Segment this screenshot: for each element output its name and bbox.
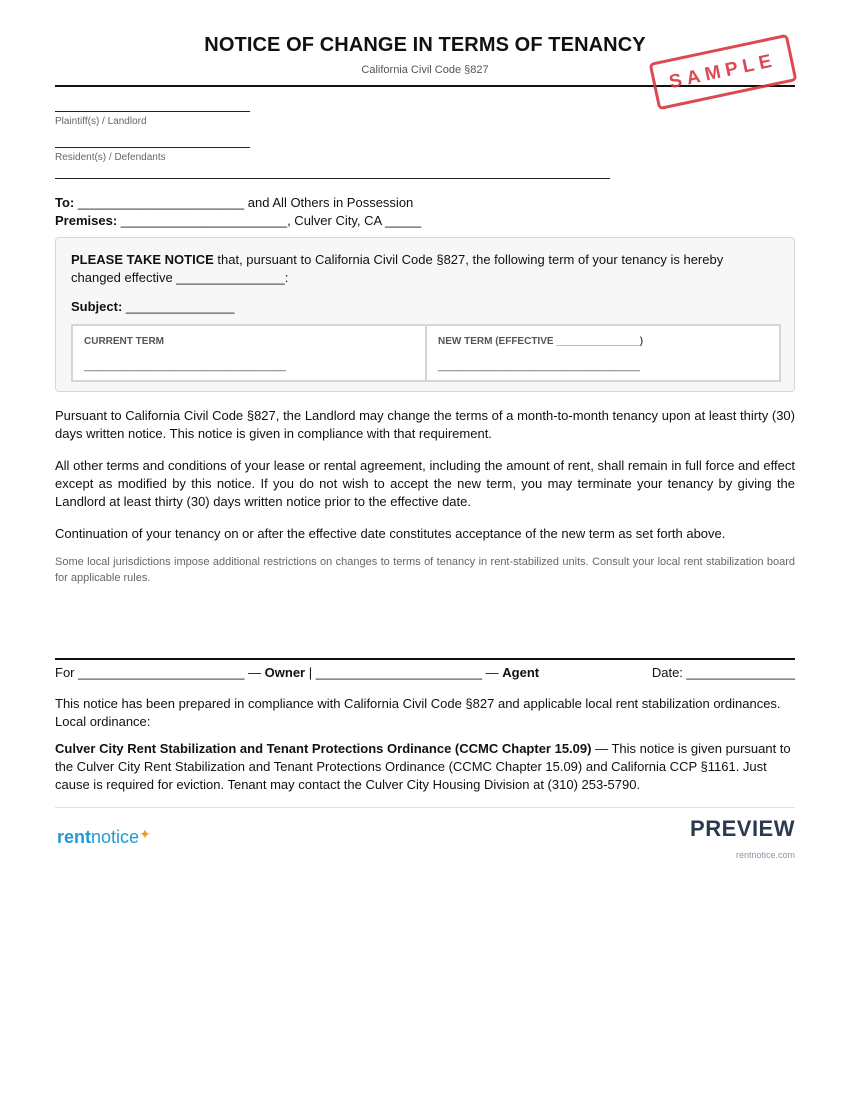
signature-line xyxy=(55,665,795,680)
to-suffix: and All Others in Possession xyxy=(247,195,414,210)
logo-rent: rent xyxy=(57,827,92,847)
for-label: For xyxy=(55,665,75,680)
to-line xyxy=(55,195,413,210)
current-term-cell xyxy=(73,326,425,380)
new-term-cell xyxy=(425,326,779,380)
resident-signature-line xyxy=(55,147,250,148)
plaintiff-signature-line xyxy=(55,111,250,112)
owner-dash: — xyxy=(244,665,265,680)
rentnotice-logo xyxy=(57,827,151,848)
new-term-label: NEW TERM (EFFECTIVE _______________) xyxy=(438,336,644,347)
new-term-blank: _________________________________ xyxy=(438,360,640,372)
owner-blank: _______________________ xyxy=(78,665,245,680)
compliance-text: This notice has been prepared in compliance with California Civil Code §827 and applicable local rent stabilization ordinances. Local ordinance: xyxy=(55,696,781,729)
body-paragraph-3: Continuation of your tenancy on or after the effective date constitutes acceptance of the new term as set forth above. xyxy=(55,526,726,541)
ordinance-paragraph xyxy=(55,740,795,794)
resident-label: Resident(s) / Defendants xyxy=(55,152,166,163)
signature-separator: | xyxy=(305,665,316,680)
document-subtitle: California Civil Code §827 xyxy=(361,64,489,76)
subject-line xyxy=(71,299,234,314)
plaintiff-label: Plaintiff(s) / Landlord xyxy=(55,116,147,127)
agent-dash: — xyxy=(482,665,503,680)
current-term-blank: _________________________________ xyxy=(84,360,286,372)
preview-label: PREVIEW xyxy=(690,816,795,841)
notice-body: that, pursuant to California Civil Code §827, the following term of your tenancy is hereby changed effective _______________: xyxy=(71,252,724,285)
to-label: To: xyxy=(55,195,75,210)
owner-label: Owner xyxy=(264,665,306,680)
premises-city: , Culver City, CA xyxy=(287,213,382,228)
document-title: NOTICE OF CHANGE IN TERMS OF TENANCY xyxy=(204,34,646,56)
notice-lead: PLEASE TAKE NOTICE xyxy=(71,252,214,267)
ordinance-body: — This notice is given pursuant to the Culver City Rent Stabilization and Tenant Protections Ordinance (CCMC Chapter 15.09) and California CCP §1161. Just cause is required for eviction. Tenant may contact the Culver City Housing Division at (310) 253-5790. xyxy=(55,741,791,792)
caption-divider xyxy=(55,178,610,179)
date-blank: _______________ xyxy=(686,665,795,680)
footer-divider xyxy=(55,807,795,808)
sparkle-icon: ✦ xyxy=(139,826,151,842)
premises-blank: _______________________ xyxy=(120,213,288,228)
agent-blank: _______________________ xyxy=(315,665,483,680)
subject-blank: _______________ xyxy=(125,299,235,314)
site-url: rentnotice.com xyxy=(735,850,795,860)
date-label: Date: xyxy=(651,665,683,680)
premises-zip-blank: _____ xyxy=(385,213,422,228)
body-paragraph-2: All other terms and conditions of your lease or rental agreement, including the amount of rent, shall remain in full force and effect except as modified by this notice. If you do not wish to accept the new term, you may terminate your tenancy by giving the Landlord at least thirty (30) days written notice prior to the effective date. xyxy=(55,458,795,509)
jurisdiction-note: Some local jurisdictions impose additional restrictions on changes to terms of tenancy in rent-stabilized units. Consult your local rent stabilization board for applicable rules. xyxy=(55,556,795,584)
current-term-label: CURRENT TERM xyxy=(84,336,164,347)
ordinance-title: Culver City Rent Stabilization and Tenant Protections Ordinance (CCMC Chapter 15.09) xyxy=(55,741,592,756)
agent-label: Agent xyxy=(502,665,540,680)
notice-paragraph xyxy=(71,251,771,287)
logo-notice: notice xyxy=(91,827,140,847)
premises-label: Premises: xyxy=(55,213,118,228)
body-paragraph-1: Pursuant to California Civil Code §827, the Landlord may change the terms of a month-to-month tenancy upon at least thirty (30) days written notice. This notice is given in compliance with that requirement. xyxy=(55,408,795,441)
premises-line xyxy=(55,213,421,228)
to-blank: _______________________ xyxy=(77,195,245,210)
signature-divider xyxy=(55,658,795,660)
sample-stamp: SAMPLE xyxy=(649,34,798,110)
date-field xyxy=(652,665,795,680)
terms-table xyxy=(71,324,781,382)
subject-label: Subject: xyxy=(71,299,123,314)
notice-box xyxy=(55,237,795,392)
